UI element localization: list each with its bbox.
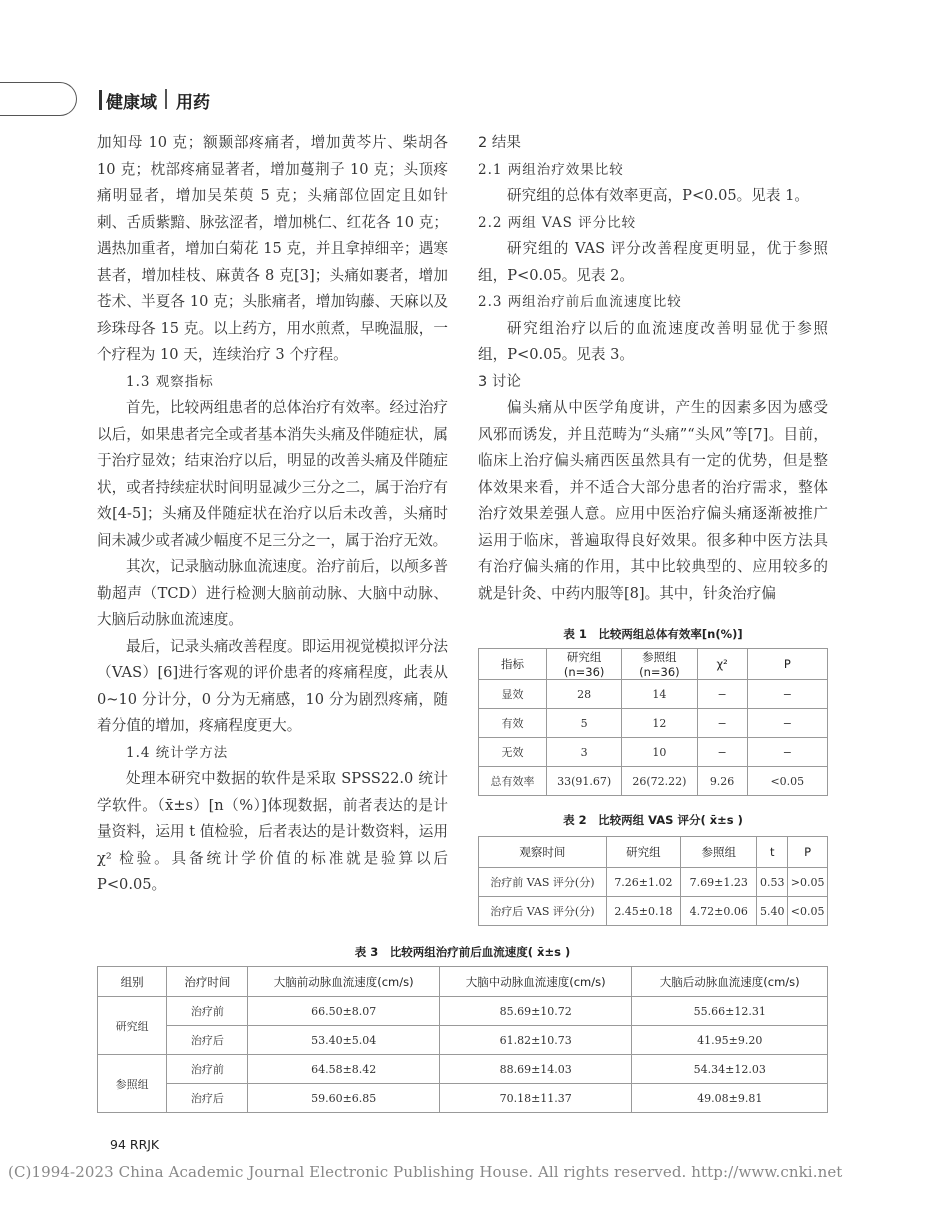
table-header-row xyxy=(479,837,828,868)
table-row xyxy=(98,1055,828,1084)
table-cell: 治疗前 xyxy=(167,997,248,1026)
table-header-cell: 治疗时间 xyxy=(167,967,248,997)
table-cell: 7.69±1.23 xyxy=(681,868,757,897)
header-divider xyxy=(165,89,167,109)
table-cell: − xyxy=(747,738,827,767)
table-cell: 2.45±0.18 xyxy=(606,897,680,926)
section-heading: 2.1 两组治疗效果比较 xyxy=(478,161,624,178)
table-cell: 88.69±14.03 xyxy=(439,1055,632,1084)
table-cell: 治疗前 VAS 评分(分) xyxy=(479,868,607,897)
table-row xyxy=(98,997,828,1026)
header-topic: 用药 xyxy=(176,93,210,113)
table-header-cell: 研究组(n=36) xyxy=(546,649,621,680)
table-row xyxy=(479,680,828,709)
paragraph: 研究组治疗以后的血流速度改善明显优于参照组，P<0.05。见表 3。 xyxy=(478,319,828,363)
page-number: 94 RRJK xyxy=(110,1137,160,1152)
table-cell: 显效 xyxy=(479,680,547,709)
table-cell: 7.26±1.02 xyxy=(606,868,680,897)
table-row xyxy=(98,1026,828,1055)
group-cell: 参照组 xyxy=(98,1055,167,1113)
paragraph: 首先，比较两组患者的总体治疗有效率。经过治疗以后，如果患者完全或者基本消失头痛及伴随症状，属于治疗显效；结束治疗以后，明显的改善头痛及伴随症状，或者持续症状时间明显减少三分之二，属于治疗有效[4-5]；头痛及伴随症状在治疗以后未改善，头痛时间未减少或者减少幅度不足三分之一，属于治疗无效。 xyxy=(97,399,448,549)
table-cell: 5.40 xyxy=(757,897,788,926)
table-cell: 49.08±9.81 xyxy=(632,1084,828,1113)
table-cell: 有效 xyxy=(479,709,547,738)
table-header-cell: 观察时间 xyxy=(479,837,607,868)
table2-caption: 表 2 比较两组 VAS 评分( x̄±s ) xyxy=(563,813,743,827)
right-column xyxy=(478,130,828,607)
paragraph: 其次，记录脑动脉血流速度。治疗前后，以颅多普勒超声（TCD）进行检测大脑前动脉、大脑中动脉、大脑后动脉血流速度。 xyxy=(97,558,448,628)
table-cell: − xyxy=(747,709,827,738)
table-cell: 41.95±9.20 xyxy=(632,1026,828,1055)
table-cell: 治疗后 xyxy=(167,1084,248,1113)
copyright-line: (C)1994-2023 China Academic Journal Electronic Publishing House. All rights reserved. http://www.cnki.net xyxy=(8,1163,843,1181)
table-header-cell: 研究组 xyxy=(606,837,680,868)
table-header-cell: 指标 xyxy=(479,649,547,680)
table-cell: 55.66±12.31 xyxy=(632,997,828,1026)
paragraph: 处理本研究中数据的软件是采取 SPSS22.0 统计学软件。（x̄±s）[n（%）]体现数据，前者表达的是计量资料，运用 t 值检验，后者表达的是计数资料，运用 χ² 检验。具备统计学价值的标准就是验算以后 P<0.05。 xyxy=(97,770,448,893)
header-bar xyxy=(99,90,102,110)
table-cell: 治疗后 xyxy=(167,1026,248,1055)
table-row xyxy=(479,767,828,796)
table-cell: 26(72.22) xyxy=(622,767,697,796)
paragraph: 最后，记录头痛改善程度。即运用视觉模拟评分法（VAS）[6]进行客观的评价患者的疼痛程度，此表从 0~10 分计分，0 分为无痛感，10 分为剧烈疼痛，随着分值的增加，疼痛程度更大。 xyxy=(97,637,448,734)
table-cell: − xyxy=(697,709,747,738)
group-cell: 研究组 xyxy=(98,997,167,1055)
table-cell: 9.26 xyxy=(697,767,747,796)
table-cell: 总有效率 xyxy=(479,767,547,796)
table-row xyxy=(479,897,828,926)
table-cell: 66.50±8.07 xyxy=(248,997,439,1026)
table3-caption: 表 3 比较两组治疗前后血流速度( x̄±s ) xyxy=(354,945,571,959)
table-header-cell: t xyxy=(757,837,788,868)
table-cell: 70.18±11.37 xyxy=(439,1084,632,1113)
section-heading: 2 结果 xyxy=(478,135,521,151)
table-header-cell: χ² xyxy=(697,649,747,680)
table-row xyxy=(479,868,828,897)
table-row xyxy=(479,738,828,767)
paragraph: 研究组的总体有效率更高，P<0.05。见表 1。 xyxy=(507,187,809,204)
table-header-cell: P xyxy=(788,837,828,868)
table-row xyxy=(98,1084,828,1113)
table-cell: 12 xyxy=(622,709,697,738)
table-cell: 64.58±8.42 xyxy=(248,1055,439,1084)
paragraph: 研究组的 VAS 评分改善程度更明显，优于参照组，P<0.05。见表 2。 xyxy=(478,240,828,284)
table-cell: 54.34±12.03 xyxy=(632,1055,828,1084)
table-cell: >0.05 xyxy=(788,868,828,897)
table2 xyxy=(478,836,828,926)
header-section: 健康域 xyxy=(106,93,157,113)
table-header-cell: P xyxy=(747,649,827,680)
table-cell: 53.40±5.04 xyxy=(248,1026,439,1055)
left-column xyxy=(97,130,448,899)
header-tab-shape xyxy=(12,82,77,116)
table-cell: <0.05 xyxy=(747,767,827,796)
table-cell: − xyxy=(697,680,747,709)
table1 xyxy=(478,648,828,796)
section-heading: 1.4 统计学方法 xyxy=(126,744,229,761)
table-header-cell: 参照组 xyxy=(681,837,757,868)
table-cell: 61.82±10.73 xyxy=(439,1026,632,1055)
table-cell: 28 xyxy=(546,680,621,709)
table-cell: 10 xyxy=(622,738,697,767)
table-cell: 无效 xyxy=(479,738,547,767)
table-cell: 14 xyxy=(622,680,697,709)
table-row xyxy=(479,709,828,738)
table-header-cell: 大脑中动脉血流速度(cm/s) xyxy=(439,967,632,997)
table-cell: − xyxy=(747,680,827,709)
table-cell: − xyxy=(697,738,747,767)
table-header-row xyxy=(479,649,828,680)
section-heading: 2.3 两组治疗前后血流速度比较 xyxy=(478,294,682,310)
table-cell: 3 xyxy=(546,738,621,767)
table-header-cell: 参照组(n=36) xyxy=(622,649,697,680)
table-cell: 4.72±0.06 xyxy=(681,897,757,926)
table-cell: 治疗后 VAS 评分(分) xyxy=(479,897,607,926)
table-cell: 59.60±6.85 xyxy=(248,1084,439,1113)
table-cell: 0.53 xyxy=(757,868,788,897)
table-header-cell: 大脑后动脉血流速度(cm/s) xyxy=(632,967,828,997)
paragraph: 加知母 10 克；额颞部疼痛者，增加黄芩片、柴胡各 10 克；枕部疼痛显著者，增加蔓荆子 10 克；头顶疼痛明显者，增加吴茱萸 5 克；头痛部位固定且如针刺、舌质紫黯、脉弦涩者，增加桃仁、红花各 10 克；遇热加重者，增加白菊花 15 克，并且拿掉细辛；遇寒甚者，增加桂枝、麻黄各 8 克[3]；头痛如裹者，增加苍术、半夏各 10 克；头胀痛者，增加钩藤、天麻以及珍珠母各 15 克。以上药方，用水煎煮，早晚温服，一个疗程为 10 天，连续治疗 3 个疗程。 xyxy=(97,134,448,363)
table-cell: 治疗前 xyxy=(167,1055,248,1084)
table-header-cell: 组别 xyxy=(98,967,167,997)
table3 xyxy=(97,966,828,1113)
table-header-row xyxy=(98,967,828,997)
section-heading: 1.3 观察指标 xyxy=(126,373,214,390)
table1-caption: 表 1 比较两组总体有效率[n(%)] xyxy=(563,627,743,641)
table-cell: <0.05 xyxy=(788,897,828,926)
paragraph: 偏头痛从中医学角度讲，产生的因素多因为感受风邪而诱发，并且范畴为“头痛”“头风”等[7]。目前，临床上治疗偏头痛西医虽然具有一定的优势，但是整体效果来看，并不适合大部分患者的治疗需求，整体治疗效果差强人意。应用中医治疗偏头痛逐渐被推广运用于临床，普遍取得良好效果。很多种中医方法具有治疗偏头痛的作用，其中比较典型的、应用较多的就是针灸、中药内服等[8]。其中，针灸治疗偏 xyxy=(478,399,828,602)
table-cell: 33(91.67) xyxy=(546,767,621,796)
section-heading: 2.2 两组 VAS 评分比较 xyxy=(478,214,637,231)
table-cell: 5 xyxy=(546,709,621,738)
table-cell: 85.69±10.72 xyxy=(439,997,632,1026)
table-header-cell: 大脑前动脉血流速度(cm/s) xyxy=(248,967,439,997)
section-heading: 3 讨论 xyxy=(478,373,521,390)
